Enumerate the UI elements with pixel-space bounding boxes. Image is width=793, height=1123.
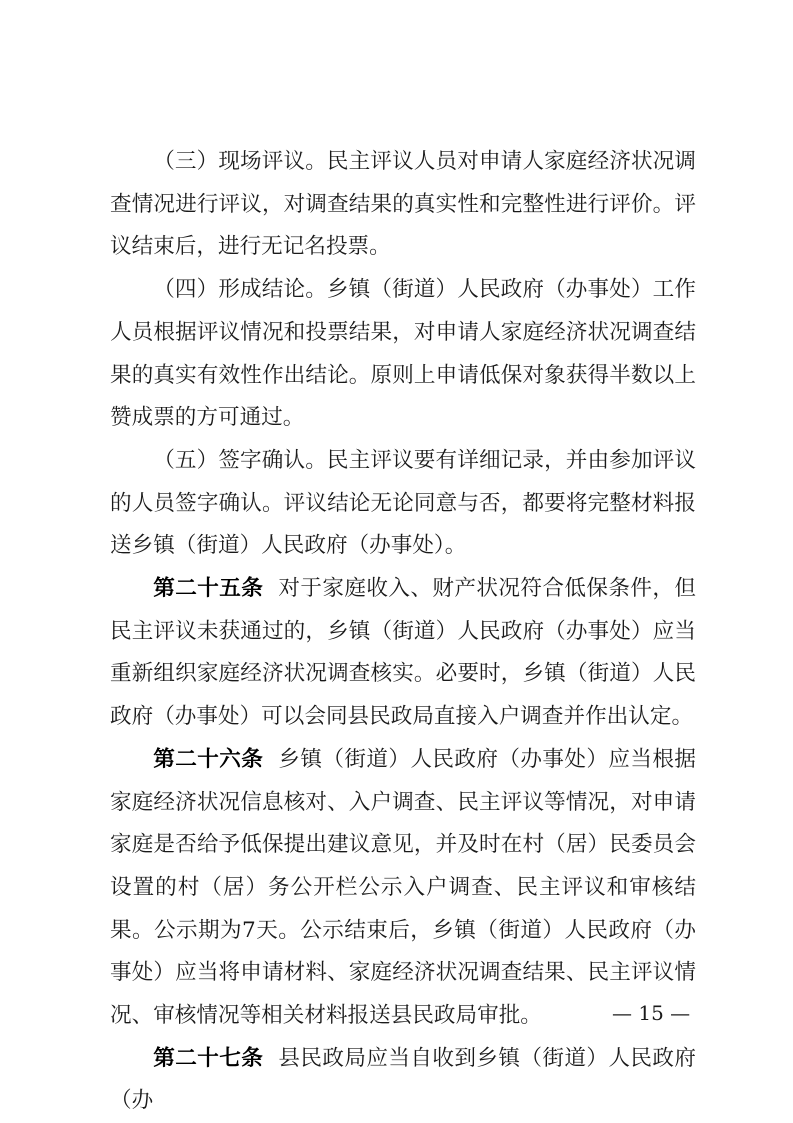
article-heading: 第二十六条 [153, 746, 264, 772]
paragraph-text: 对于家庭收入、财产状况符合低保条件，但民主评议未获通过的，乡镇（街道）人民政府（办事处）应当重新组织家庭经济状况调查核实。必要时，乡镇（街道）人民政府（办事处）可以会同县民政局直接入户调查并作出认定。 [110, 576, 696, 730]
paragraph-article-26 [110, 739, 696, 1038]
paragraph-form-conclusion [110, 269, 696, 440]
paragraph-article-25 [110, 568, 696, 739]
article-heading: 第二十七条 [153, 1045, 264, 1071]
paragraph-text: （三）现场评议。民主评议人员对申请人家庭经济状况调查情况进行评议，对调查结果的真实性和完整性进行评价。评议结束后，进行无记名投票。 [110, 149, 696, 260]
paragraph-article-27 [110, 1038, 696, 1123]
paragraph-sign-confirmation [110, 440, 696, 568]
paragraph-on-site-review [110, 141, 696, 269]
paragraph-text: 乡镇（街道）人民政府（办事处）应当根据家庭经济状况信息核对、入户调查、民主评议等情况，对申请家庭是否给予低保提出建议意见，并及时在村（居）民委员会设置的村（居）务公开栏公示入户调查、民主评议和审核结果。公示期为7天。公示结束后，乡镇（街道）人民政府（办事处）应当将申请材料、家庭经济状况调查结果、民主评议情况、审核情况等相关材料报送县民政局审批。 [110, 746, 696, 1029]
article-heading: 第二十五条 [153, 576, 264, 602]
page-number: — 15 — [612, 1001, 691, 1025]
paragraph-text: （五）签字确认。民主评议要有详细记录，并由参加评议的人员签字确认。评议结论无论同意与否，都要将完整材料报送乡镇（街道）人民政府（办事处）。 [110, 447, 696, 559]
document-body [110, 141, 696, 1123]
paragraph-text: 县民政局应当自收到乡镇（街道）人民政府（办 [110, 1045, 696, 1114]
paragraph-text: （四）形成结论。乡镇（街道）人民政府（办事处）工作人员根据评议情况和投票结果，对申请人家庭经济状况调查结果的真实有效性作出结论。原则上申请低保对象获得半数以上赞成票的方可通过。 [110, 277, 696, 431]
